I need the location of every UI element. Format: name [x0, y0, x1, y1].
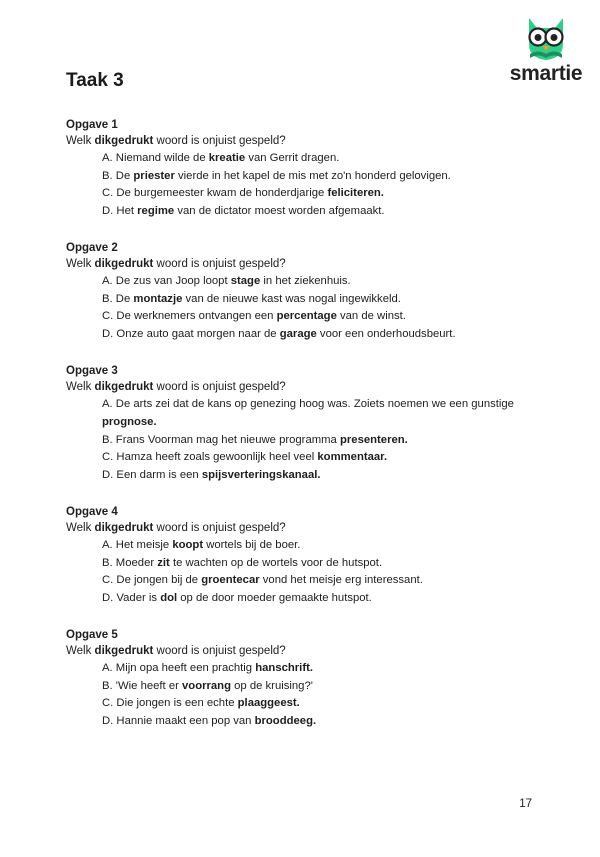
answer-option	[102, 572, 566, 590]
answer-option	[102, 150, 566, 168]
option-text: C. De werknemers ontvangen een	[102, 310, 277, 323]
exercise-title: Opgave 5	[66, 628, 118, 641]
option-text: C. De jongen bij de	[102, 574, 202, 587]
question-text: Welk	[66, 644, 95, 657]
question-bold-word: dikgedrukt	[94, 521, 154, 534]
option-text: te wachten op de wortels voor de hutspot.	[169, 556, 383, 569]
option-bold-word: feliciteren.	[327, 187, 384, 200]
exercise-block	[66, 240, 566, 344]
question-text: Welk	[66, 521, 95, 534]
option-text: op de door moeder gemaakte hutspot.	[177, 591, 372, 604]
smartie-logo	[504, 14, 588, 92]
answer-option	[102, 537, 566, 555]
question-text: Welk	[66, 135, 95, 147]
option-bold-word: stage	[230, 275, 261, 288]
exercise-title: Opgave 4	[66, 505, 118, 518]
exercise-block	[66, 504, 566, 608]
answer-option	[102, 185, 566, 203]
option-text: vond het meisje erg interessant.	[259, 574, 423, 587]
option-text: van de nieuwe kast was nogal ingewikkeld.	[182, 292, 401, 305]
answer-options	[66, 660, 566, 730]
page-title: Taak 3	[66, 70, 124, 91]
exercise-block	[66, 627, 566, 731]
option-text: van de winst.	[336, 310, 406, 323]
option-bold-word: montazje	[133, 292, 183, 305]
option-text: A. De arts zei dat de kans op genezing hoog was. Zoiets noemen we een gunstige	[102, 398, 514, 411]
question-text: woord is onjuist gespeld?	[153, 135, 286, 147]
answer-option	[102, 396, 566, 414]
option-bold-word: dol	[160, 591, 178, 604]
answer-options	[66, 396, 566, 484]
question-bold-word: dikgedrukt	[94, 258, 154, 271]
exercise-question	[66, 520, 566, 537]
option-text: A. Het meisje	[102, 539, 173, 552]
option-text: van de dictator moest worden afgemaakt.	[174, 204, 385, 217]
option-text: D. Het	[102, 204, 138, 217]
option-text: C. De burgemeester kwam de honderdjarige	[102, 187, 328, 200]
question-text: woord is onjuist gespeld?	[153, 521, 286, 534]
option-bold-word: brooddeeg.	[254, 714, 317, 727]
option-text: A. Mijn opa heeft een prachtig	[102, 662, 256, 675]
option-bold-word: percentage	[276, 310, 337, 323]
option-bold-word: zit	[157, 556, 170, 569]
answer-options	[66, 150, 566, 220]
option-text: op de kruising?'	[230, 679, 313, 692]
option-text: A. Niemand wilde de	[102, 152, 209, 165]
answer-option	[102, 273, 566, 291]
option-text: D. Onze auto gaat morgen naar de	[102, 328, 280, 341]
answer-option	[102, 326, 566, 344]
answer-option	[102, 449, 566, 467]
option-text: van Gerrit dragen.	[245, 152, 340, 165]
option-bold-word: regime	[137, 204, 175, 217]
option-bold-word: garage	[279, 328, 317, 341]
question-text: woord is onjuist gespeld?	[153, 381, 286, 394]
option-text: voor een onderhoudsbeurt.	[316, 328, 456, 341]
option-text: B. De	[102, 292, 134, 305]
logo-text: smartie	[509, 62, 583, 85]
question-text: Welk	[66, 381, 95, 394]
option-text: C. Die jongen is een echte	[102, 697, 238, 710]
question-bold-word: dikgedrukt	[94, 644, 154, 657]
option-text: vierde in het kapel de mis met zo'n honderd gelovigen.	[174, 169, 451, 182]
option-text: D. Hannie maakt een pop van	[102, 714, 255, 727]
option-bold-word: groentecar	[201, 574, 260, 587]
option-bold-word: kommentaar.	[317, 451, 388, 464]
exercise-title: Opgave 3	[66, 365, 118, 378]
option-text: B. Frans Voorman mag het nieuwe programma	[102, 433, 340, 446]
answer-options	[66, 537, 566, 607]
exercise-question	[66, 643, 566, 660]
answer-option	[102, 291, 566, 309]
question-text: Welk	[66, 258, 95, 271]
option-bold-word: plaaggeest.	[237, 697, 300, 710]
answer-option	[102, 308, 566, 326]
owl-icon	[521, 14, 571, 64]
answer-option	[102, 590, 566, 608]
option-bold-word: priester	[133, 169, 175, 182]
option-text: A. De zus van Joop loopt	[102, 275, 231, 288]
option-bold-word: koopt	[172, 539, 204, 552]
exercise-block	[66, 363, 566, 484]
option-text: D. Een darm is een	[102, 468, 202, 481]
option-text: wortels bij de boer.	[203, 539, 301, 552]
option-bold-word: presenteren.	[339, 433, 408, 446]
answer-option	[102, 203, 566, 221]
answer-option	[102, 467, 566, 485]
option-text: B. 'Wie heeft er	[102, 679, 183, 692]
question-bold-word: dikgedrukt	[94, 381, 154, 394]
answer-option	[102, 168, 566, 186]
option-text: B. De	[102, 169, 134, 182]
option-text: C. Hamza heeft zoals gewoonlijk heel veel	[102, 451, 318, 464]
option-text: D. Vader is	[102, 591, 161, 604]
option-text: B. Moeder	[102, 556, 158, 569]
exercise-question	[66, 256, 566, 273]
answer-option	[102, 678, 566, 696]
question-text: woord is onjuist gespeld?	[153, 258, 286, 271]
exercise-list	[66, 117, 566, 750]
answer-option	[102, 414, 566, 432]
option-bold-word: hanschrift.	[255, 662, 313, 675]
option-bold-word: prognose.	[102, 415, 157, 428]
option-bold-word: spijsverteringskanaal.	[201, 468, 321, 481]
exercise-block	[66, 117, 566, 221]
question-text: woord is onjuist gespeld?	[153, 644, 286, 657]
answer-options	[66, 273, 566, 343]
page-number: 17	[519, 798, 532, 810]
exercise-title: Opgave 2	[66, 242, 118, 255]
option-bold-word: kreatie	[208, 152, 246, 165]
question-bold-word: dikgedrukt	[94, 135, 154, 147]
exercise-question	[66, 133, 566, 150]
exercise-title: Opgave 1	[66, 119, 118, 131]
answer-option	[102, 432, 566, 450]
answer-option	[102, 695, 566, 713]
answer-option	[102, 660, 566, 678]
exercise-question	[66, 379, 566, 396]
option-text: in het ziekenhuis.	[260, 275, 351, 288]
answer-option	[102, 713, 566, 731]
option-bold-word: voorrang	[182, 679, 231, 692]
answer-option	[102, 555, 566, 573]
